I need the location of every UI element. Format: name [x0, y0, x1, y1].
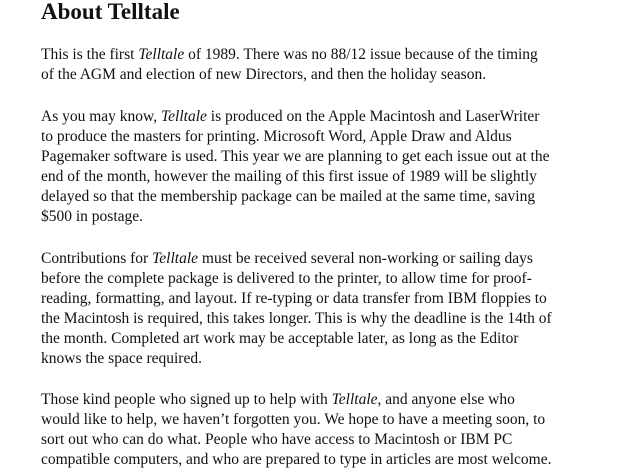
text-run: As you may know,	[41, 108, 161, 125]
italic-title-text: Telltale	[152, 250, 199, 267]
text-line	[41, 390, 616, 410]
italic-title-text: Telltale	[160, 108, 207, 125]
text-line	[41, 269, 616, 289]
italic-title-text: Telltale	[331, 391, 378, 408]
text-run: compatible computers, and who are prepared to type in articles are most welcome.	[41, 451, 552, 468]
page-title: About Telltale	[41, 0, 180, 24]
paragraph-contributions	[41, 249, 616, 369]
text-run: must be received several non-working or sailing days	[198, 250, 533, 267]
text-line	[41, 450, 616, 470]
text-line	[41, 207, 616, 227]
text-run: $500 in postage.	[41, 208, 144, 225]
text-run: before the complete package is delivered to the printer, to allow time for proof-	[41, 270, 532, 287]
italic-title-text: Telltale	[138, 46, 185, 63]
text-run: to produce the masters for printing. Microsoft Word, Apple Draw and Aldus	[41, 128, 512, 145]
text-run: , and anyone else who	[377, 391, 515, 408]
text-line	[41, 107, 616, 127]
paragraph-production	[41, 107, 616, 227]
text-line	[41, 187, 616, 207]
text-run: Pagemaker software is used. This year we are planning to get each issue out at the	[41, 148, 550, 165]
text-line	[41, 329, 616, 349]
text-run: would like to help, we haven’t forgotten you. We hope to have a meeting soon, to	[41, 411, 546, 428]
text-run: sort out who can do what. People who have access to Macintosh or IBM PC	[41, 431, 513, 448]
text-run: delayed so that the membership package can be mailed at the same time, saving	[41, 188, 536, 205]
text-line	[41, 289, 616, 309]
text-line	[41, 45, 616, 65]
text-run: end of the month, however the mailing of this first issue of 1989 will be slightly	[41, 168, 537, 185]
text-run: of 1989. There was no 88/12 issue because of the timing	[184, 46, 538, 63]
paragraph-first-issue	[41, 45, 616, 85]
text-line	[41, 249, 616, 269]
text-run: is produced on the Apple Macintosh and LaserWriter	[206, 108, 540, 125]
text-run: reading, formatting, and layout. If re-typing or data transfer from IBM floppies to	[41, 290, 547, 307]
text-line	[41, 167, 616, 187]
text-run: knows the space required.	[41, 350, 202, 367]
text-line	[41, 309, 616, 329]
text-run: of the AGM and election of new Directors, and then the holiday season.	[41, 66, 487, 83]
text-run: Contributions for	[41, 250, 153, 267]
text-line	[41, 349, 616, 369]
text-line	[41, 430, 616, 450]
text-run: This is the first	[41, 46, 139, 63]
text-line	[41, 147, 616, 167]
paragraph-volunteers	[41, 390, 616, 470]
text-run: the Macintosh is required, this takes longer. This is why the deadline is the 14th of	[41, 310, 552, 327]
text-line	[41, 65, 616, 85]
text-line	[41, 127, 616, 147]
text-run: Those kind people who signed up to help with	[41, 391, 332, 408]
text-line	[41, 410, 616, 430]
text-run: the month. Completed art work may be acceptable later, as long as the Editor	[41, 330, 519, 347]
